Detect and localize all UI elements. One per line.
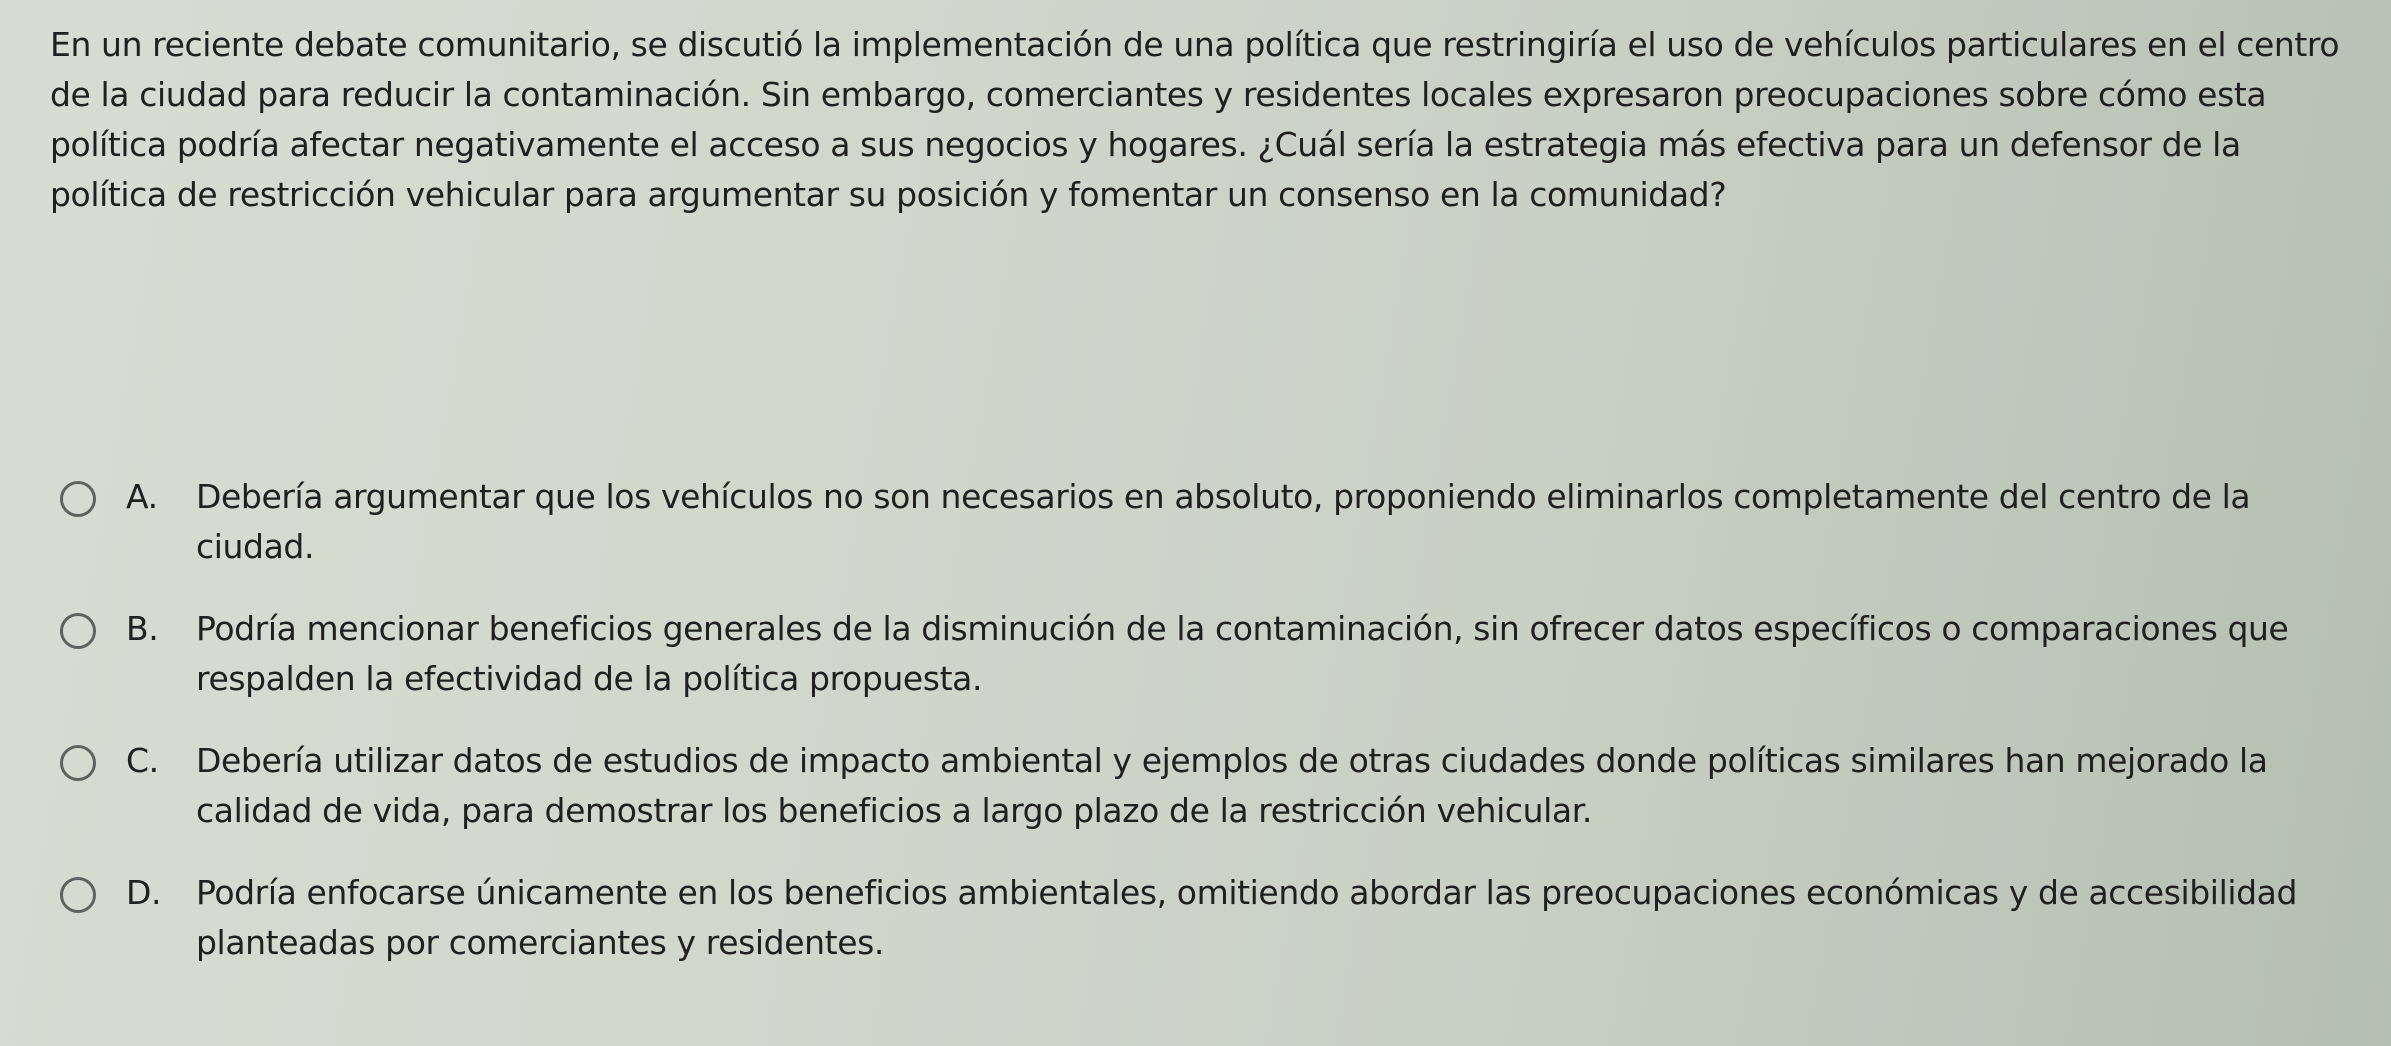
option-a[interactable] [60,472,2350,572]
radio-button-b[interactable] [60,613,96,649]
answer-options [60,472,2350,968]
option-a-letter: A. [126,477,158,516]
option-d[interactable] [60,868,2350,968]
option-b-letter: B. [126,609,159,648]
option-b-text: Podría mencionar beneficios generales de la disminución de la contaminación, sin ofrecer datos específicos o comparaciones que respalden la efectividad de la política propuesta. [196,609,2289,698]
option-c-text: Debería utilizar datos de estudios de impacto ambiental y ejemplos de otras ciudades donde políticas similares han mejorado la calidad de vida, para demostrar los beneficios a largo plazo de la restricción vehicular. [196,741,2268,830]
radio-button-d[interactable] [60,877,96,913]
option-c-letter: C. [126,741,159,780]
question-text: En un reciente debate comunitario, se discutió la implementación de una política que restringiría el uso de vehículos particulares en el centro de la ciudad para reducir la contaminación. Sin embargo, comerciantes y residentes locales expresaron preocupaciones sobre cómo esta política podría afectar negativamente el acceso a sus negocios y hogares. ¿Cuál sería la estrategia más efectiva para un defensor de la política de restricción vehicular para argumentar su posición y fomentar un consenso en la comunidad? [50,25,2340,214]
option-c[interactable] [60,736,2350,836]
radio-button-a[interactable] [60,481,96,517]
option-d-letter: D. [126,873,162,912]
option-a-text: Debería argumentar que los vehículos no son necesarios en absoluto, proponiendo eliminarlos completamente del centro de la ciudad. [196,477,2251,566]
option-d-text: Podría enfocarse únicamente en los beneficios ambientales, omitiendo abordar las preocupaciones económicas y de accesibilidad planteadas por comerciantes y residentes. [196,873,2298,962]
radio-button-c[interactable] [60,745,96,781]
option-b[interactable] [60,604,2350,704]
